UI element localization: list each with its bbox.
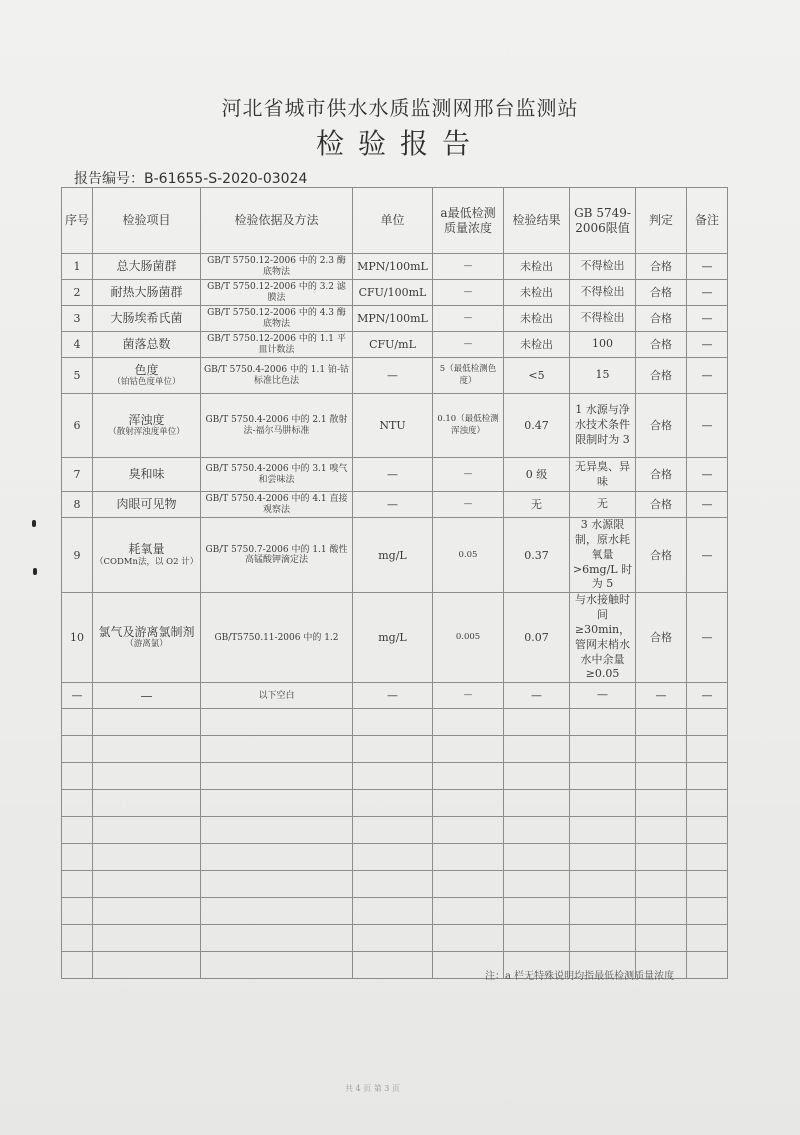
blank-cell (201, 736, 353, 763)
cell-min-conc: — (433, 280, 504, 306)
cell-no: — (62, 683, 93, 709)
blank-cell (504, 844, 570, 871)
punch-mark (32, 520, 36, 527)
blank-cell (353, 871, 433, 898)
cell-unit: NTU (353, 394, 433, 458)
blank-cell (636, 736, 687, 763)
cell-result: 0.07 (504, 593, 570, 683)
blank-cell (93, 790, 201, 817)
blank-cell (201, 898, 353, 925)
item-name: 肉眼可见物 (116, 497, 177, 512)
table-row (62, 254, 728, 280)
cell-result: 无 (504, 492, 570, 518)
blank-cell (433, 709, 504, 736)
cell-verdict: 合格 (636, 593, 687, 683)
blank-cell (570, 817, 636, 844)
blank-cell (433, 898, 504, 925)
cell-remark: — (687, 492, 728, 518)
cell-unit: MPN/100mL (353, 254, 433, 280)
cell-item (93, 593, 201, 683)
cell-method: GB/T5750.11-2006 中的 1.2 (201, 593, 353, 683)
cell-unit: mg/L (353, 518, 433, 593)
cell-no: 4 (62, 332, 93, 358)
cell-remark: — (687, 332, 728, 358)
cell-unit: CFU/100mL (353, 280, 433, 306)
cell-min-conc: 0.05 (433, 518, 504, 593)
cell-result: 0.47 (504, 394, 570, 458)
blank-cell (504, 790, 570, 817)
cell-result: 未检出 (504, 332, 570, 358)
blank-cell (636, 925, 687, 952)
cell-unit: CFU/mL (353, 332, 433, 358)
cell-limit: 不得检出 (570, 280, 636, 306)
cell-unit: mg/L (353, 593, 433, 683)
blank-cell (353, 790, 433, 817)
cell-unit: MPN/100mL (353, 306, 433, 332)
organization-name: 河北省城市供水水质监测网邢台监测站 (221, 96, 579, 120)
cell-remark: — (687, 518, 728, 593)
blank-cell (433, 790, 504, 817)
blank-cell (433, 736, 504, 763)
blank-cell (636, 790, 687, 817)
item-name: 色度 (134, 362, 159, 377)
cell-verdict: 合格 (636, 458, 687, 492)
blank-cell (93, 736, 201, 763)
blank-cell (570, 709, 636, 736)
cell-result: 0 级 (504, 458, 570, 492)
cell-min-conc: 0.10（最低检测浑浊度） (433, 394, 504, 458)
blank-cell (433, 844, 504, 871)
blank-cell (687, 925, 728, 952)
blank-cell (201, 709, 353, 736)
blank-cell (433, 925, 504, 952)
cell-no: 8 (62, 492, 93, 518)
cell-result: <5 (504, 358, 570, 394)
blank-cell (353, 736, 433, 763)
cell-result: 未检出 (504, 254, 570, 280)
blank-cell (353, 817, 433, 844)
blank-cell (201, 763, 353, 790)
blank-cell (570, 898, 636, 925)
cell-verdict: 合格 (636, 358, 687, 394)
item-name: 氯气及游离氯制剂 (98, 625, 195, 640)
item-name: 菌落总数 (122, 337, 171, 352)
cell-limit: 1 水源与净水技术条件限制时为 3 (570, 394, 636, 458)
table-row (62, 593, 728, 683)
table-row (62, 394, 728, 458)
blank-cell (62, 790, 93, 817)
blank-cell (687, 709, 728, 736)
cell-method: GB/T 5750.12-2006 中的 3.2 滤膜法 (201, 280, 353, 306)
header-row (62, 188, 728, 254)
cell-min-conc: 5（最低检测色度） (433, 358, 504, 394)
table-row (62, 306, 728, 332)
page-footer: 共 4 页 第 3 页 (345, 1084, 400, 1093)
blank-cell (687, 871, 728, 898)
cell-item (93, 458, 201, 492)
report-title: 检验报告 (315, 127, 484, 160)
report-number: 报告编号：B-61655-S-2020-03024 (74, 171, 308, 187)
blank-cell (93, 952, 201, 979)
cell-item (93, 306, 201, 332)
blank-cell (433, 763, 504, 790)
table-row (62, 332, 728, 358)
blank-cell (353, 952, 433, 979)
blank-cell (687, 952, 728, 979)
col-header-method: 检验依据及方法 (201, 188, 353, 254)
cell-method: GB/T 5750.7-2006 中的 1.1 酸性高锰酸钾滴定法 (201, 518, 353, 593)
cell-remark: — (687, 306, 728, 332)
cell-min-conc: — (433, 492, 504, 518)
blank-cell (433, 871, 504, 898)
blank-cell (570, 763, 636, 790)
blank-cell (62, 871, 93, 898)
table-row (62, 358, 728, 394)
blank-cell (93, 871, 201, 898)
cell-remark: — (687, 254, 728, 280)
cell-item (93, 332, 201, 358)
blank-cell (504, 736, 570, 763)
col-header-unit: 单位 (353, 188, 433, 254)
cell-result: — (504, 683, 570, 709)
cell-item (93, 683, 201, 709)
cell-no: 9 (62, 518, 93, 593)
cell-min-conc: — (433, 332, 504, 358)
item-name: 耐热大肠菌群 (110, 285, 183, 300)
cell-remark: — (687, 280, 728, 306)
cell-result: 未检出 (504, 280, 570, 306)
item-name: 浑浊度 (128, 412, 165, 427)
inspection-table (61, 187, 728, 979)
cell-min-conc: — (433, 683, 504, 709)
cell-result: 0.37 (504, 518, 570, 593)
blank-cell (93, 709, 201, 736)
cell-no: 3 (62, 306, 93, 332)
blank-cell (687, 817, 728, 844)
cell-no: 10 (62, 593, 93, 683)
blank-cell (636, 709, 687, 736)
blank-cell (353, 898, 433, 925)
table-row (62, 492, 728, 518)
item-subnote: （铂钴色度单位） (112, 377, 181, 388)
blank-cell (201, 790, 353, 817)
col-header-min-conc: a最低检测质量浓度 (433, 188, 504, 254)
blank-cell (570, 844, 636, 871)
cell-no: 7 (62, 458, 93, 492)
cell-item (93, 394, 201, 458)
item-subnote: （CODMn法，以 O2 计） (95, 556, 199, 567)
cell-verdict: 合格 (636, 254, 687, 280)
blank-cell (504, 898, 570, 925)
blank-cell (62, 736, 93, 763)
cell-item (93, 492, 201, 518)
cell-verdict: — (636, 683, 687, 709)
cell-unit: — (353, 492, 433, 518)
item-name: — (140, 688, 153, 703)
blank-cell (687, 844, 728, 871)
blank-cell (62, 925, 93, 952)
table-row (62, 280, 728, 306)
col-header-result: 检验结果 (504, 188, 570, 254)
cell-item (93, 254, 201, 280)
cell-method: GB/T 5750.12-2006 中的 4.3 酶底物法 (201, 306, 353, 332)
col-header-verdict: 判定 (636, 188, 687, 254)
blank-cell (636, 817, 687, 844)
blank-cell (201, 817, 353, 844)
blank-row (62, 790, 728, 817)
cell-method: 以下空白 (201, 683, 353, 709)
cell-remark: — (687, 358, 728, 394)
cell-verdict: 合格 (636, 306, 687, 332)
cell-verdict: 合格 (636, 280, 687, 306)
blank-cell (504, 925, 570, 952)
cell-method: GB/T 5750.12-2006 中的 2.3 酶底物法 (201, 254, 353, 280)
blank-cell (687, 790, 728, 817)
item-name: 臭和味 (128, 467, 165, 482)
blank-cell (93, 925, 201, 952)
blank-cell (93, 844, 201, 871)
blank-row (62, 898, 728, 925)
cell-limit: 不得检出 (570, 254, 636, 280)
cell-limit: 无异臭、异味 (570, 458, 636, 492)
cell-limit: 无 (570, 492, 636, 518)
blank-cell (353, 763, 433, 790)
cell-no: 5 (62, 358, 93, 394)
blank-cell (353, 925, 433, 952)
table-row (62, 458, 728, 492)
blank-row (62, 736, 728, 763)
cell-unit: — (353, 458, 433, 492)
blank-cell (201, 844, 353, 871)
cell-item (93, 280, 201, 306)
blank-cell (570, 871, 636, 898)
blank-cell (687, 898, 728, 925)
cell-limit: 3 水源限制，原水耗氧量 >6mg/L 时为 5 (570, 518, 636, 593)
blank-cell (62, 898, 93, 925)
cell-verdict: 合格 (636, 518, 687, 593)
col-header-no: 序号 (62, 188, 93, 254)
blank-row (62, 763, 728, 790)
cell-limit: 与水接触时间≥30min，管网末梢水水中余量≥0.05 (570, 593, 636, 683)
blank-cell (93, 898, 201, 925)
cell-limit: 15 (570, 358, 636, 394)
footnote: 注：a 栏无特殊说明均指最低检测质量浓度 (485, 971, 675, 982)
blank-cell (93, 763, 201, 790)
blank-row (62, 925, 728, 952)
col-header-item: 检验项目 (93, 188, 201, 254)
cell-method: GB/T 5750.12-2006 中的 1.1 平皿计数法 (201, 332, 353, 358)
cell-unit: — (353, 683, 433, 709)
blank-cell (570, 736, 636, 763)
blank-row (62, 709, 728, 736)
cell-method: GB/T 5750.4-2006 中的 1.1 铂-钴标准比色法 (201, 358, 353, 394)
cell-verdict: 合格 (636, 394, 687, 458)
item-name: 总大肠菌群 (116, 259, 177, 274)
blank-cell (353, 844, 433, 871)
cell-verdict: 合格 (636, 492, 687, 518)
blank-cell (687, 736, 728, 763)
blank-cell (504, 817, 570, 844)
cell-limit: — (570, 683, 636, 709)
table-row (62, 683, 728, 709)
blank-cell (201, 925, 353, 952)
blank-cell (62, 844, 93, 871)
cell-no: 1 (62, 254, 93, 280)
blank-cell (504, 763, 570, 790)
blank-cell (636, 898, 687, 925)
cell-min-conc: — (433, 254, 504, 280)
cell-method: GB/T 5750.4-2006 中的 2.1 散射法-福尔马肼标准 (201, 394, 353, 458)
cell-no: 2 (62, 280, 93, 306)
cell-remark: — (687, 593, 728, 683)
col-header-remark: 备注 (687, 188, 728, 254)
blank-cell (201, 952, 353, 979)
blank-cell (504, 871, 570, 898)
cell-limit: 100 (570, 332, 636, 358)
item-name: 耗氧量 (128, 542, 165, 557)
cell-min-conc: — (433, 306, 504, 332)
blank-cell (570, 790, 636, 817)
blank-cell (201, 871, 353, 898)
cell-result: 未检出 (504, 306, 570, 332)
cell-limit: 不得检出 (570, 306, 636, 332)
cell-method: GB/T 5750.4-2006 中的 3.1 嗅气和尝味法 (201, 458, 353, 492)
cell-remark: — (687, 683, 728, 709)
cell-remark: — (687, 394, 728, 458)
blank-cell (636, 844, 687, 871)
cell-unit: — (353, 358, 433, 394)
blank-cell (62, 763, 93, 790)
cell-item (93, 358, 201, 394)
item-subnote: （游离氯） (125, 639, 168, 650)
table-row (62, 518, 728, 593)
blank-cell (62, 709, 93, 736)
blank-cell (93, 817, 201, 844)
blank-cell (62, 952, 93, 979)
blank-cell (62, 817, 93, 844)
blank-row (62, 817, 728, 844)
blank-row (62, 844, 728, 871)
cell-no: 6 (62, 394, 93, 458)
cell-verdict: 合格 (636, 332, 687, 358)
cell-min-conc: — (433, 458, 504, 492)
blank-row (62, 871, 728, 898)
blank-cell (504, 709, 570, 736)
blank-cell (636, 871, 687, 898)
blank-cell (433, 817, 504, 844)
cell-method: GB/T 5750.4-2006 中的 4.1 直接观察法 (201, 492, 353, 518)
item-subnote: （散射浑浊度单位） (108, 427, 185, 438)
col-header-limit: GB 5749-2006限值 (570, 188, 636, 254)
cell-remark: — (687, 458, 728, 492)
blank-cell (636, 763, 687, 790)
cell-item (93, 518, 201, 593)
blank-cell (570, 925, 636, 952)
blank-cell (353, 709, 433, 736)
punch-mark (33, 568, 37, 575)
cell-min-conc: 0.005 (433, 593, 504, 683)
item-name: 大肠埃希氏菌 (110, 311, 183, 326)
blank-cell (687, 763, 728, 790)
